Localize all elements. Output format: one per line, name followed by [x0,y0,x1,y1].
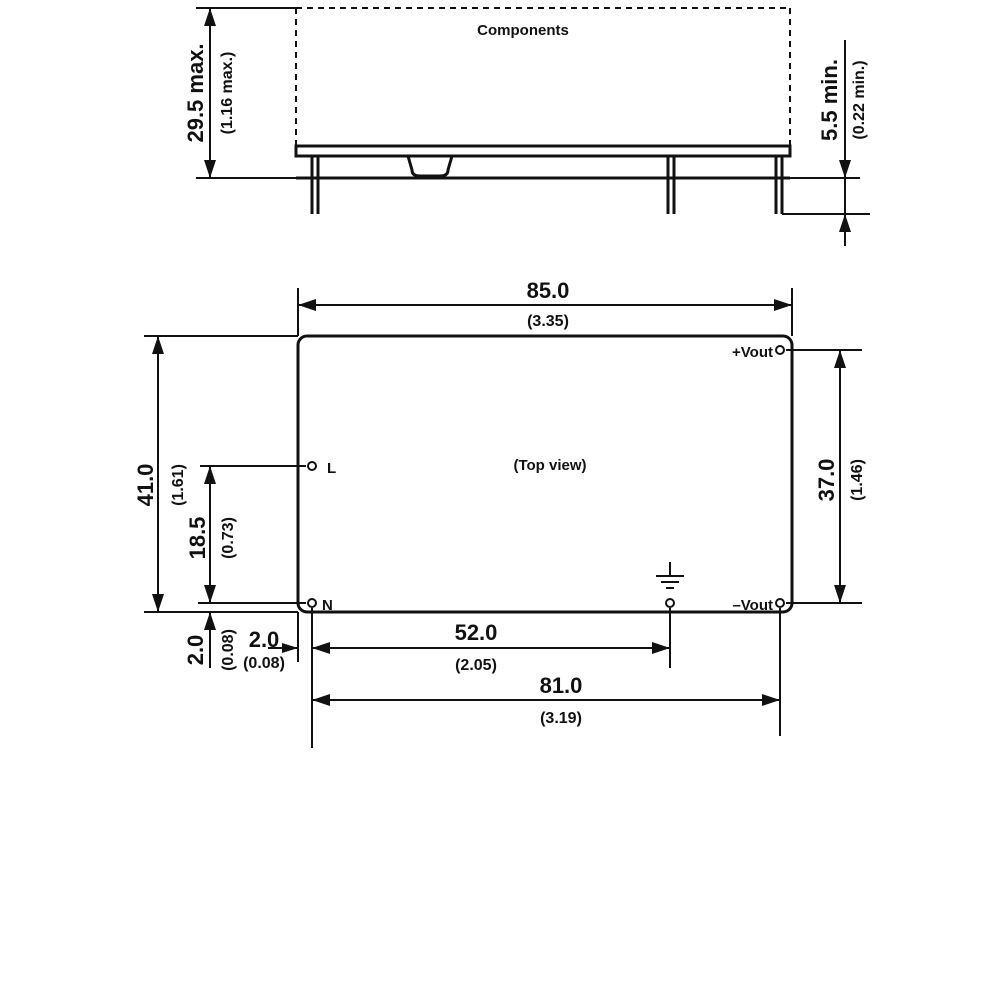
dim-vout-spacing: 37.0 [814,458,839,502]
arrow-span-right [762,694,780,706]
arrow-span-left [312,694,330,706]
dim-l-offset: 18.5 [185,516,210,560]
dim-bottom-offset-in: (0.08) [220,629,237,671]
pin-vout-plus [776,346,784,354]
dim-ground-spacing-in: (2.05) [455,657,497,674]
dim-height-41-in: (1.61) [170,464,187,506]
arrow-h41-top [152,336,164,354]
ground-icon [656,562,684,588]
arrow-vout-bottom [834,585,846,603]
arrow-width-left [298,299,316,311]
arrow-ground-left [312,642,330,654]
dim-left-offset: 2.0 [248,627,280,652]
dim-width-in: (3.35) [527,313,569,330]
dim-height-max-in: (1.16 max.) [219,51,236,135]
arrow-left-offset [282,643,298,653]
dim-pin-span: 81.0 [539,673,583,698]
top-view-label: (Top view) [513,457,587,474]
arrow-height-top [204,8,216,26]
top-view [133,278,866,748]
dim-height-max: 29.5 max. [183,43,208,143]
dim-pin-min: 5.5 min. [817,59,842,141]
pin-l-label: L [327,460,337,477]
arrow-pin-top [839,160,851,178]
arrow-l-bottom [204,585,216,603]
dim-left-offset-in: (0.08) [243,655,285,672]
dim-pin-span-in: (3.19) [540,710,582,727]
dim-height-41: 41.0 [133,463,158,507]
dim-vout-spacing-in: (1.46) [849,459,866,501]
arrow-width-right [774,299,792,311]
pin-vout-minus-label: –Vout [732,597,773,614]
arrow-h41-bottom [152,594,164,612]
side-view [183,8,870,246]
arrow-bottom-offset [204,612,216,630]
arrow-height-bottom [204,160,216,178]
dim-bottom-offset: 2.0 [183,634,208,666]
pin-vout-minus [776,599,784,607]
arrow-l-top [204,466,216,484]
dim-ground-spacing: 52.0 [454,620,498,645]
pin-n-label: N [322,597,333,614]
arrow-pin-bottom [839,214,851,232]
dim-l-offset-in: (0.73) [220,517,237,559]
pin-l [308,462,316,470]
dim-pin-min-in: (0.22 min.) [851,60,868,140]
components-label: Components [477,22,569,39]
dim-width: 85.0 [526,278,570,303]
standoff [408,156,452,176]
pin-vout-plus-label: +Vout [732,344,773,361]
board-outline [298,336,792,612]
pin-n [308,599,316,607]
pin-ground [666,599,674,607]
arrow-vout-top [834,350,846,368]
pcb-board [296,146,790,156]
arrow-ground-right [652,642,670,654]
